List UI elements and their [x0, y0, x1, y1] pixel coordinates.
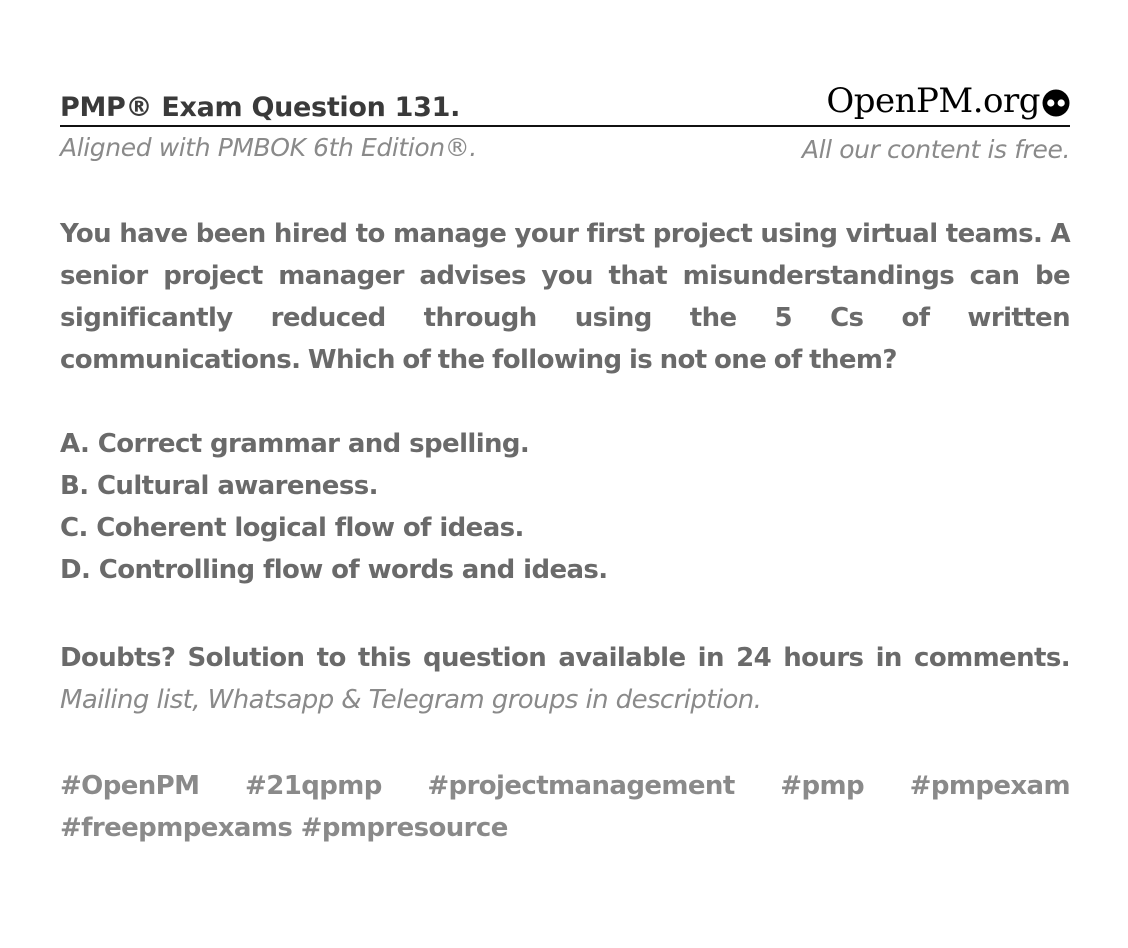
subheader	[60, 127, 1070, 167]
edition-note: Aligned with PMBOK 6th Edition®.	[60, 133, 477, 162]
question-card	[60, 76, 1070, 849]
header	[60, 76, 1070, 127]
hashtags: #OpenPM #21qpmp #projectmanagement #pmp #pmpexam #freepmpexams #pmpresource	[60, 771, 1070, 843]
free-content-note: All our content is free.	[801, 135, 1070, 164]
option-b: B. Cultural awareness.	[60, 471, 378, 501]
question-text: You have been hired to manage your first project using virtual teams. A senior project manager advises you that misunderstandings can be significantly reduced through using the 5 Cs of written communications. Which of the following is not one of them?	[60, 219, 1070, 375]
page-title: PMP® Exam Question 131.	[60, 92, 461, 123]
community-note: Mailing list, Whatsapp & Telegram groups in description.	[60, 685, 762, 715]
answer-options	[60, 423, 1070, 591]
option-c: C. Coherent logical flow of ideas.	[60, 513, 524, 543]
option-d: D. Controlling flow of words and ideas.	[60, 555, 608, 585]
solution-notice	[60, 637, 1070, 721]
two-eyes-logo-icon	[1042, 89, 1070, 117]
brand-name: OpenPM.org	[826, 81, 1040, 121]
option-a: A. Correct grammar and spelling.	[60, 429, 530, 459]
brand	[826, 81, 1070, 121]
solution-text: Doubts? Solution to this question available in 24 hours in comments.	[60, 643, 1070, 673]
